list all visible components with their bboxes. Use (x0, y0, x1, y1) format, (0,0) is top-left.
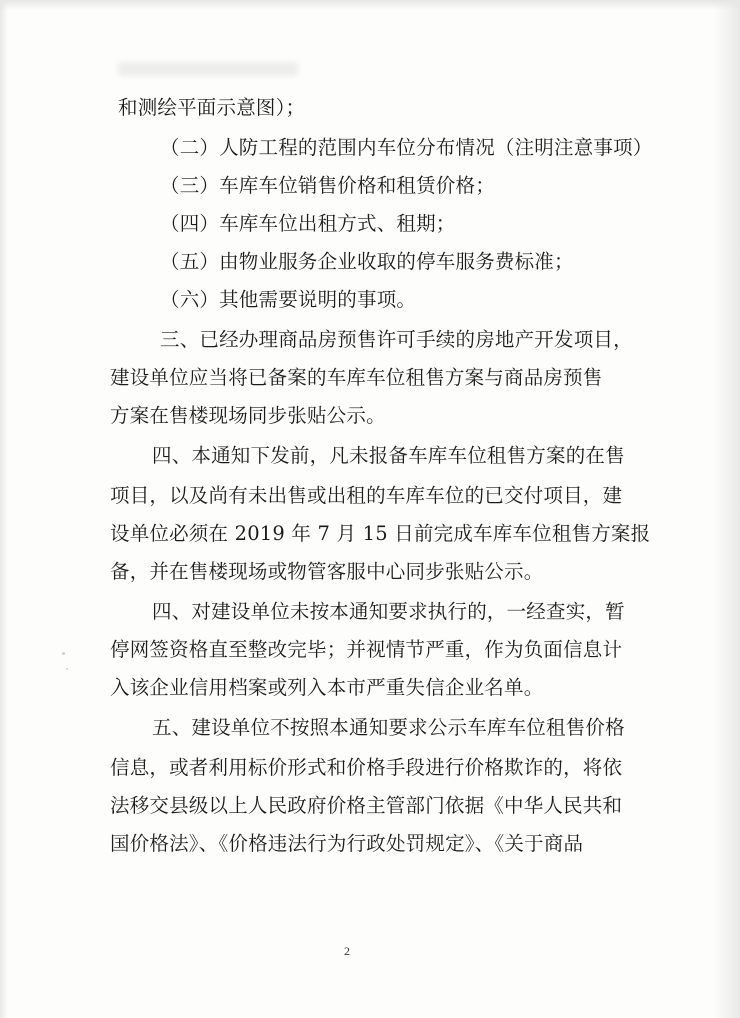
text-line: 四、本通知下发前，凡未报备车库车位租售方案的在售 (152, 444, 625, 467)
text-line: 三、已经办理商品房预售许可手续的房地产开发项目， (160, 328, 633, 351)
bleed-through-mark (118, 62, 298, 76)
text-line: 停网签资格直至整改完毕；并视情节严重，作为负面信息计 (110, 638, 623, 661)
scan-shadow-top (0, 0, 740, 10)
text-line: 建设单位应当将已备案的车库车位租售方案与商品房预售 (110, 366, 603, 389)
scan-shadow-left (0, 0, 8, 1018)
text-line: 入该企业信用档案或列入本市严重失信企业名单。 (110, 676, 544, 699)
text-line: 四、对建设单位未按本通知要求执行的，一经查实，暂 (152, 600, 625, 623)
text-line: 备，并在售楼现场或物管客服中心同步张贴公示。 (110, 560, 544, 583)
text-line: 五、建设单位不按照本通知要求公示车库车位租售价格 (152, 716, 625, 739)
text-line: （四）车库车位出租方式、租期； (160, 212, 456, 235)
text-line: 项目，以及尚有未出售或出租的车库车位的已交付项目，建 (110, 484, 623, 507)
scan-speck (62, 652, 65, 655)
text-line: （二）人防工程的范围内车位分布情况（注明注意事项） (160, 136, 653, 159)
page-number: 2 (344, 944, 350, 958)
text-line: 和测绘平面示意图）； (118, 96, 306, 119)
text-line: 国价格法》、《价格违法行为行政处罚规定》、《关于商品 (110, 832, 584, 855)
text-line: 信息，或者利用标价形式和价格手段进行价格欺诈的，将依 (110, 756, 623, 779)
text-line: 设单位必须在 2019 年 7 月 15 日前完成车库车位租售方案报 (110, 522, 651, 545)
text-line: （五）由物业服务企业收取的停车服务费标准； (160, 250, 574, 273)
text-line: （三）车库车位销售价格和租赁价格； (160, 174, 495, 197)
scan-speck (66, 668, 68, 670)
text-line: 方案在售楼现场同步张贴公示。 (110, 404, 386, 427)
scan-shadow-right (714, 0, 740, 1018)
text-line: （六）其他需要说明的事项。 (160, 288, 417, 311)
text-line: 法移交县级以上人民政府价格主管部门依据《中华人民共和 (110, 794, 623, 817)
